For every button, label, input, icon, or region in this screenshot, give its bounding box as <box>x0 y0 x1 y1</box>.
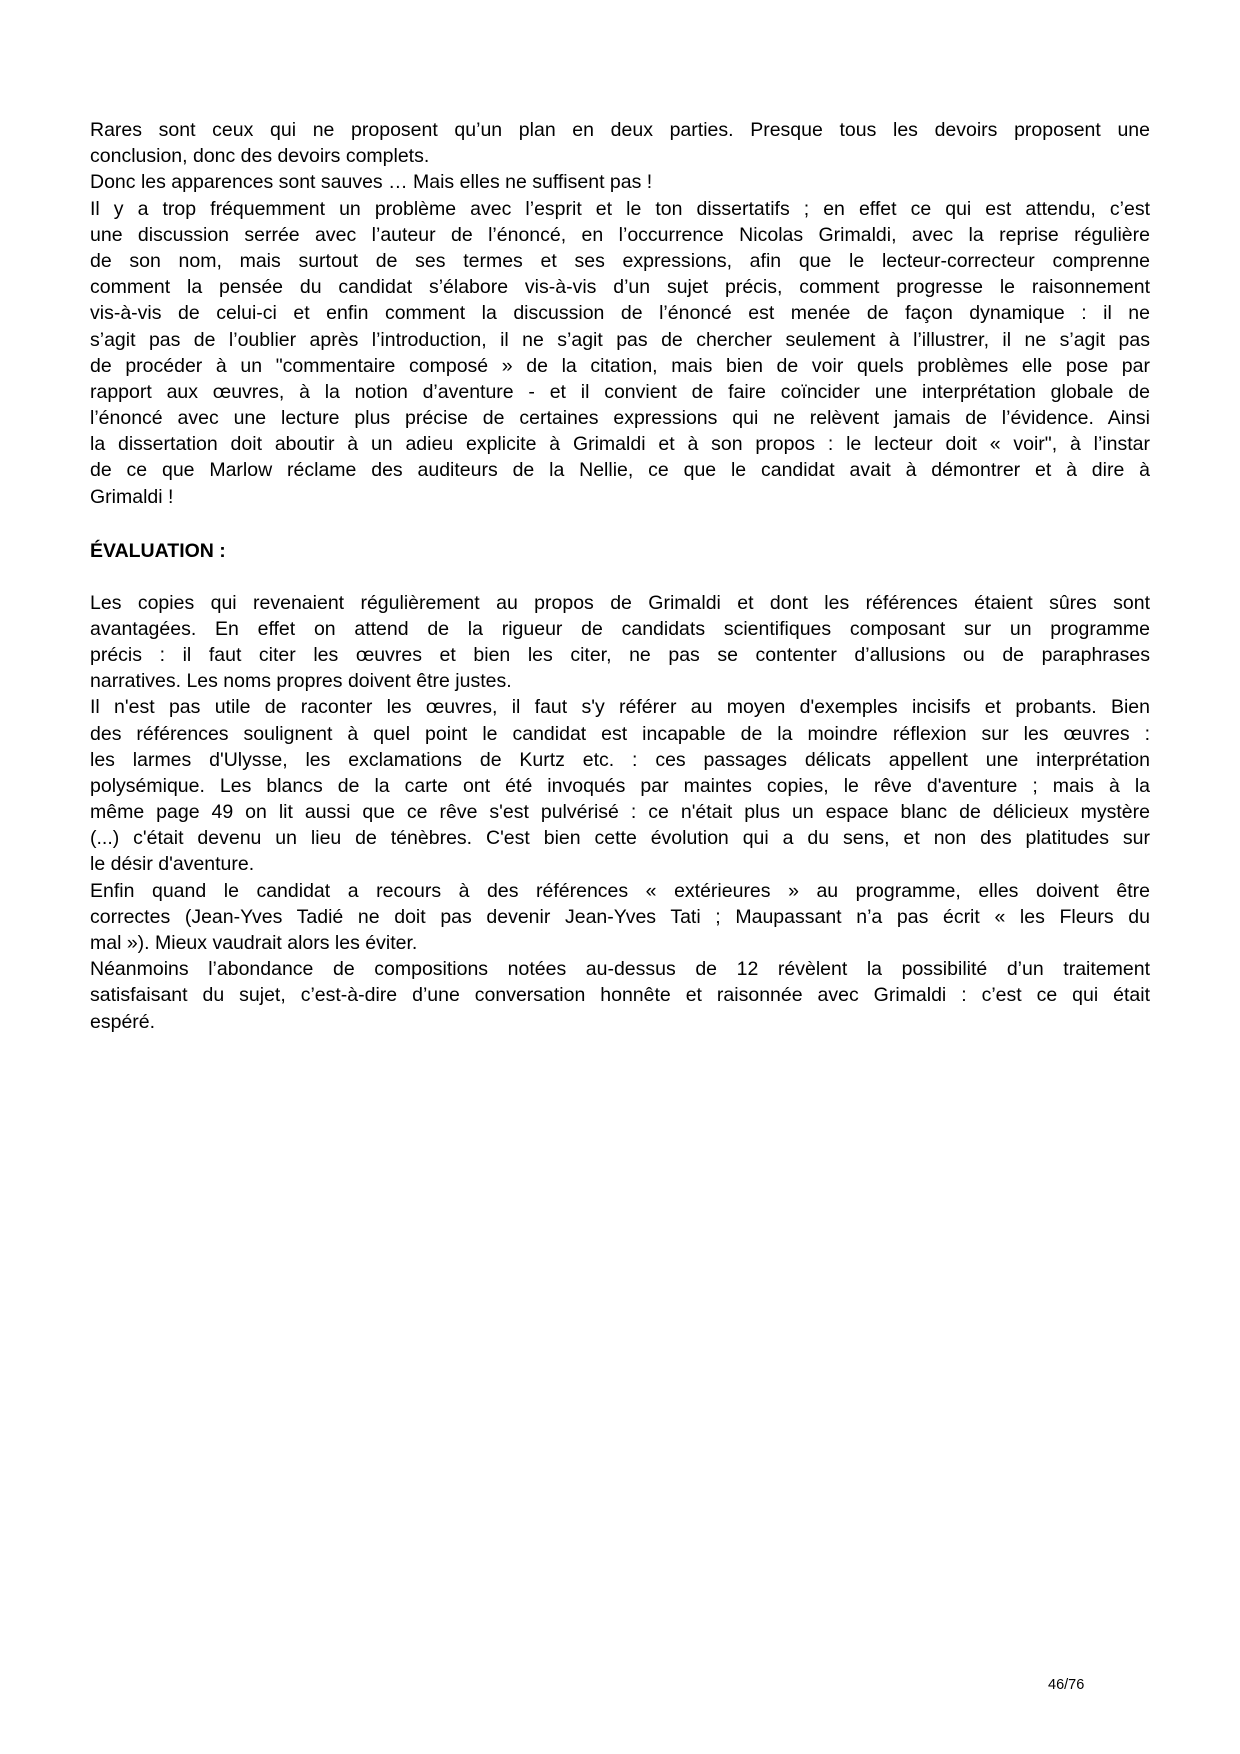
text-line: Enfin quand le candidat a recours à des références « extérieures » au programme, elles doivent être <box>90 879 1150 902</box>
text-line: précis : il faut citer les œuvres et bien les citer, ne pas se contenter d’allusions ou de paraphrases <box>90 643 1150 666</box>
text-line: de procéder à un "commentaire composé » de la citation, mais bien de voir quels problèmes elle pose par <box>90 354 1150 377</box>
text-line: satisfaisant du sujet, c’est-à-dire d’une conversation honnête et raisonnée avec Grimaldi : c’est ce qui était <box>90 984 1150 1007</box>
text-line: Il n'est pas utile de raconter les œuvres, il faut s'y référer au moyen d'exemples incisifs et probants. Bien <box>90 696 1150 719</box>
paragraph <box>90 878 1150 957</box>
text-line: Les copies qui revenaient régulièrement au propos de Grimaldi et dont les références étaient sûres sont <box>90 591 1150 614</box>
text-line: avantagées. En effet on attend de la rigueur de candidats scientifiques composant sur un programme <box>90 617 1150 640</box>
text-line: l’énoncé avec une lecture plus précise de certaines expressions qui ne relèvent jamais de l’évidence. Ainsi <box>90 407 1150 430</box>
text-line: de son nom, mais surtout de ses termes et ses expressions, afin que le lecteur-correcteur comprenne <box>90 249 1150 272</box>
text-line: les larmes d'Ulysse, les exclamations de Kurtz etc. : ces passages délicats appellent une interprétation <box>90 748 1150 771</box>
text-line: narratives. Les noms propres doivent être justes. <box>90 670 512 693</box>
text-line: polysémique. Les blancs de la carte ont été invoqués par maintes copies, le rêve d'aventure ; mais à la <box>90 774 1150 797</box>
text-line: Donc les apparences sont sauves … Mais elles ne suffisent pas ! <box>90 171 653 194</box>
text-line: même page 49 on lit aussi que ce rêve s'est pulvérisé : ce n'était plus un espace blanc de délicieux mystère <box>90 801 1150 824</box>
section-heading-evaluation: ÉVALUATION : <box>90 539 226 562</box>
text-line: Rares sont ceux qui ne proposent qu’un plan en deux parties. Presque tous les devoirs proposent une <box>90 119 1150 141</box>
text-line: la dissertation doit aboutir à un adieu explicite à Grimaldi et à son propos : le lecteur doit « voir", à l’instar <box>90 433 1150 456</box>
text-line: Il y a trop fréquemment un problème avec l’esprit et le ton dissertatifs ; en effet ce qui est attendu, c’est <box>90 197 1150 220</box>
report-section-intro <box>90 117 1150 510</box>
text-line: s’agit pas de l’oublier après l’introduction, il ne s’agit pas de chercher seulement à l’illustrer, il ne s’agit pas <box>90 328 1150 351</box>
text-line: le désir d'aventure. <box>90 853 255 876</box>
text-line: des références soulignent à quel point le candidat est incapable de la moindre réflexion sur les œuvres : <box>90 722 1150 745</box>
text-line: de ce que Marlow réclame des auditeurs de la Nellie, ce que le candidat avait à démontrer et à dire à <box>90 459 1150 482</box>
text-line: rapport aux œuvres, à la notion d’aventure - et il convient de faire coïncider une interprétation globale de <box>90 380 1150 403</box>
text-line: vis-à-vis de celui-ci et enfin comment la discussion de l’énoncé est menée de façon dynamique : il ne <box>90 302 1150 325</box>
paragraph <box>90 196 1150 510</box>
text-line: Grimaldi ! <box>90 485 174 508</box>
report-section-evaluation <box>90 590 1150 1035</box>
paragraph <box>90 169 1150 195</box>
paragraph <box>90 117 1150 169</box>
paragraph <box>90 956 1150 1035</box>
page-number: 46/76 <box>1048 1677 1085 1693</box>
paragraph <box>90 694 1150 877</box>
text-line: une discussion serrée avec l’auteur de l’énoncé, en l’occurrence Nicolas Grimaldi, avec la reprise régulière <box>90 223 1150 246</box>
text-line: Néanmoins l’abondance de compositions notées au-dessus de 12 révèlent la possibilité d’un traitement <box>90 958 1150 981</box>
text-line: mal »). Mieux vaudrait alors les éviter. <box>90 932 418 955</box>
document-page <box>90 117 1150 1035</box>
text-line: espéré. <box>90 1010 156 1033</box>
text-line: conclusion, donc des devoirs complets. <box>90 145 430 168</box>
paragraph <box>90 590 1150 695</box>
text-line: comment la pensée du candidat s’élabore vis-à-vis d’un sujet précis, comment progresse le raisonnement <box>90 276 1150 299</box>
text-line: correctes (Jean-Yves Tadié ne doit pas devenir Jean-Yves Tati ; Maupassant n’a pas écrit « les Fleurs du <box>90 905 1150 928</box>
text-line: (...) c'était devenu un lieu de ténèbres. C'est bien cette évolution qui a du sens, et non des platitudes sur <box>90 827 1150 850</box>
